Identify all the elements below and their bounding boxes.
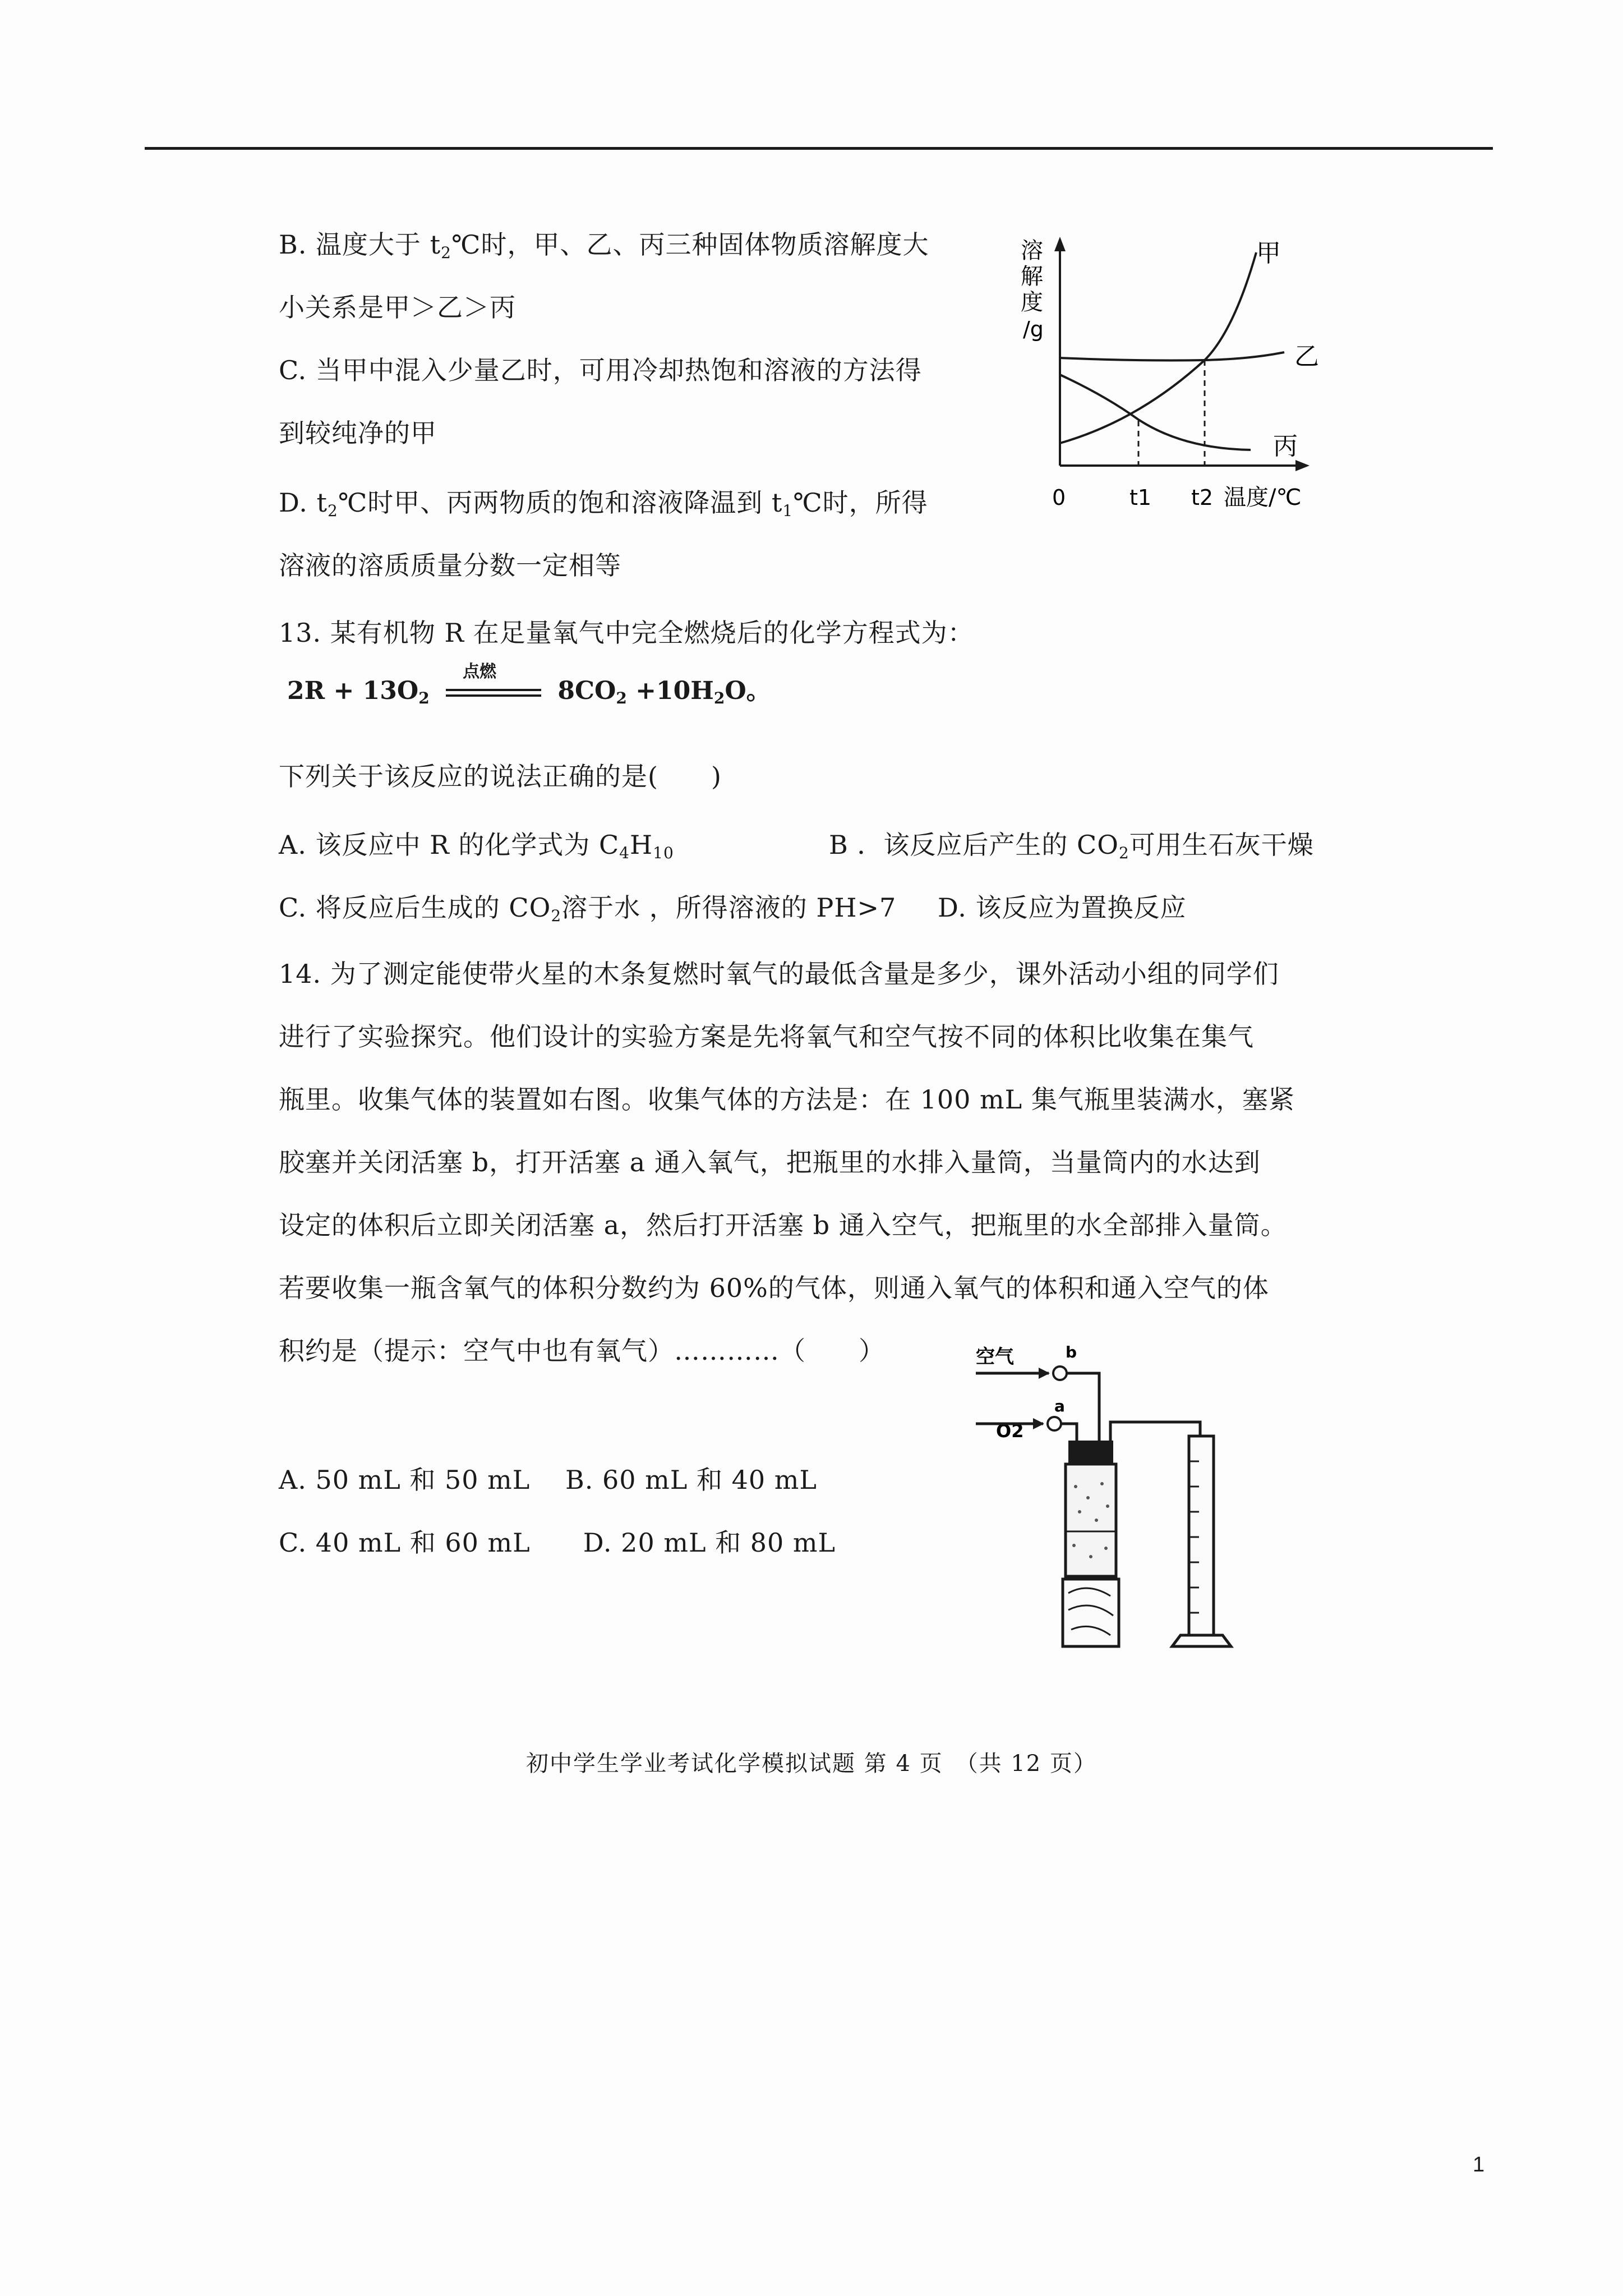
curve-jia [1060, 252, 1256, 443]
q12-option-b-line2: 小关系是甲＞乙＞丙 [279, 292, 516, 323]
legend-bing: 丙 [1273, 432, 1298, 461]
valve-b-label: b [1066, 1343, 1077, 1361]
o2-label: O2 [996, 1420, 1024, 1442]
q14-line4: 胶塞并关闭活塞 b，打开活塞 a 通入氧气，把瓶里的水排入量筒，当量筒内的水达到 [279, 1147, 1261, 1177]
q12-option-b-line1: B. 温度大于 $t_2℃$时，甲、乙、丙三种固体物质溶解度大 [279, 229, 929, 262]
reaction-arrow: 点燃 [446, 679, 541, 707]
legend-yi: 乙 [1294, 342, 1319, 371]
q14-line3: 瓶里。收集气体的装置如右图。收集气体的方法是：在 100 mL 集气瓶里装满水，塞紧 [279, 1084, 1295, 1115]
header-rule [145, 147, 1493, 150]
valve-a-label: a [1054, 1397, 1065, 1415]
tick-t2: t2 [1191, 485, 1214, 510]
air-label: 空气 [976, 1346, 1014, 1368]
q14-line1: 14. 为了测定能使带火星的木条复燃时氧气的最低含量是多少，课外活动小组的同学们 [279, 959, 1279, 989]
q13-option-c: C. 将反应后生成的 $CO_2$溶于水 ，所得溶液的 PH>7 [279, 892, 897, 925]
ylabel-2: 解 [1021, 264, 1043, 289]
q13-option-d: D. 该反应为置换反应 [938, 892, 1187, 923]
ylabel-3: 度 [1021, 289, 1043, 315]
q13-stem: 13. 某有机物 R 在足量氧气中完全燃烧后的化学方程式为： [279, 618, 974, 648]
ylabel-4: /g [1023, 317, 1044, 342]
rubber-stopper [1068, 1441, 1113, 1464]
valve-b [1053, 1366, 1067, 1380]
ylabel-1: 溶 [1021, 238, 1043, 264]
gas-collection-apparatus [976, 1341, 1256, 1655]
curve-yi [1060, 352, 1284, 361]
gas-bottle [1066, 1464, 1116, 1576]
q14-line5: 设定的体积后立即关闭活塞 a，然后打开活塞 b 通入空气，把瓶里的水全部排入量筒。 [279, 1210, 1287, 1240]
q12-option-c-line1: C. 当甲中混入少量乙时，可用冷却热饱和溶液的方法得 [279, 355, 922, 385]
tick-t1: t1 [1129, 485, 1152, 510]
tick-0: 0 [1052, 485, 1066, 510]
q13-option-b: B ．该反应后产生的 $CO_2$可用生石灰干燥 [829, 830, 1314, 862]
valve-a [1048, 1417, 1061, 1430]
q14-options-ab: A. 50 mL 和 50 mL B. 60 mL 和 40 mL [279, 1465, 817, 1495]
q14-line7: 积约是（提示：空气中也有氧气）…………（ ） [279, 1336, 885, 1366]
page-number: 1 [1473, 2153, 1485, 2177]
curve-bing [1060, 375, 1251, 450]
q12-option-d-line2: 溶液的溶质质量分数一定相等 [279, 550, 621, 581]
q13-option-a: A. 该反应中 R 的化学式为 $C_4H_{10}$ [279, 830, 674, 862]
q12-option-c-line2: 到较纯净的甲 [279, 418, 437, 448]
legend-jia: 甲 [1256, 239, 1281, 268]
q13-equation: $2R + 13O_2$ 点燃 $8CO_2 +10H_2O$。 [287, 661, 771, 707]
q14-line6: 若要收集一瓶含氧气的体积分数约为 60%的气体，则通入氧气的体积和通入空气的体 [279, 1273, 1269, 1303]
q13-ask: 下列关于该反应的说法正确的是( ) [279, 761, 722, 792]
q14-line2: 进行了实验探究。他们设计的实验方案是先将氧气和空气按不同的体积比收集在集气 [279, 1022, 1254, 1052]
solubility-chart [1015, 224, 1329, 527]
q12-option-d-line1: D. $t_2℃$时甲、丙两物质的饱和溶液降温到 $t_1℃$时，所得 [279, 487, 928, 520]
q14-options-cd: C. 40 mL 和 60 mL D. 20 mL 和 80 mL [279, 1527, 836, 1558]
page-footer: 初中学生学业考试化学模拟试题 第 4 页 （共 12 页） [526, 1751, 1097, 1777]
graduated-cylinder [1189, 1436, 1214, 1635]
xlabel: 温度/℃ [1224, 485, 1302, 510]
